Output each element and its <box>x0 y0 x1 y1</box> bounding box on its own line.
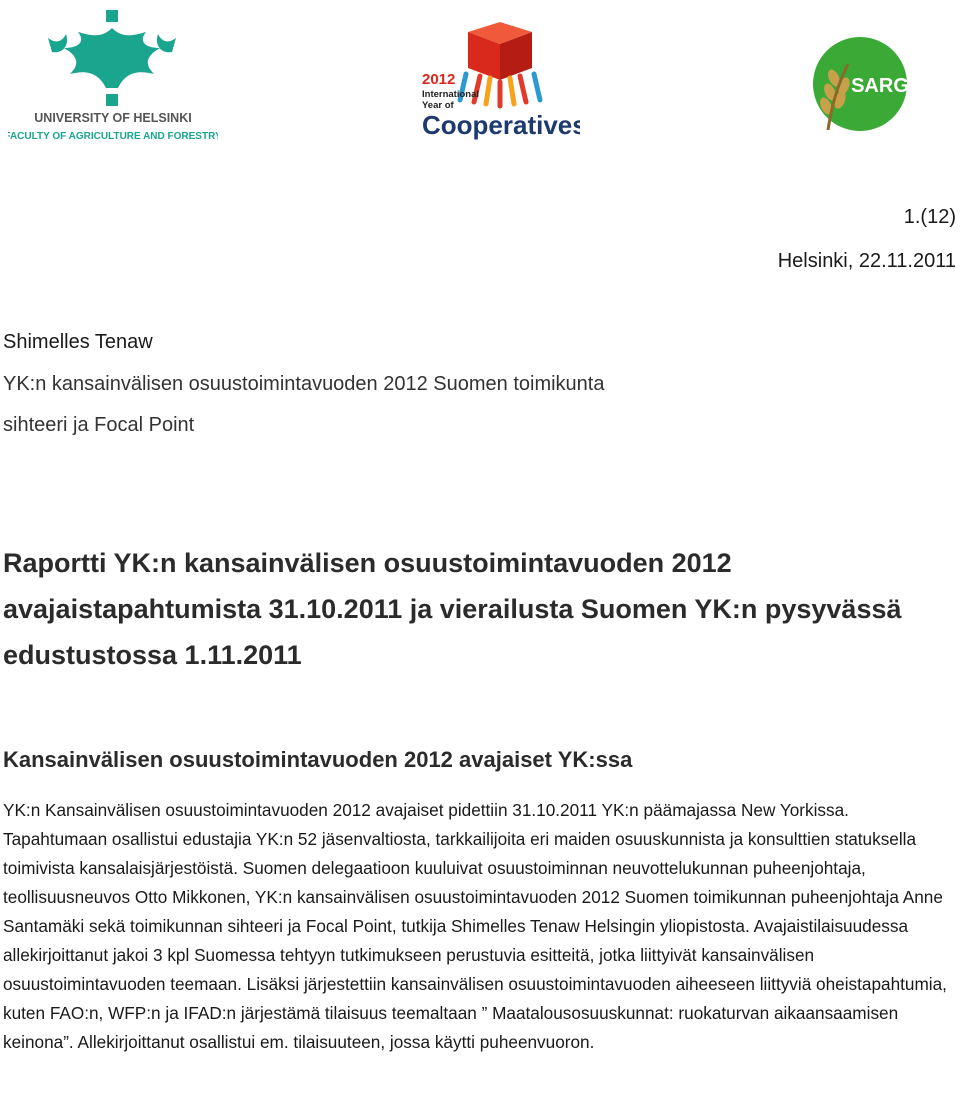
svg-text:2012: 2012 <box>422 71 456 88</box>
helsinki-flame-logo-icon <box>8 8 218 144</box>
wheat-circle-logo-icon <box>804 34 914 134</box>
svg-text:UNIVERSITY OF HELSINKI: UNIVERSITY OF HELSINKI <box>34 111 192 125</box>
sarg-logo <box>804 34 914 134</box>
author-role-line1: YK:n kansainvälisen osuustoimintavuoden 2012 Suomen toimikunta <box>3 373 605 395</box>
author-name: Shimelles Tenaw <box>3 331 153 353</box>
svg-text:SARG: SARG <box>851 75 909 97</box>
svg-text:Cooperatives: Cooperatives <box>422 110 580 140</box>
svg-text:FACULTY OF AGRICULTURE AND FOR: FACULTY OF AGRICULTURE AND FORESTRY <box>8 131 218 142</box>
page-number: 1.(12) <box>903 206 956 228</box>
section-heading: Kansainvälisen osuustoimintavuoden 2012 avajaiset YK:ssa <box>3 747 633 772</box>
body-paragraph: YK:n Kansainvälisen osuustoimintavuoden 2012 avajaiset pidettiin 31.10.2011 YK:n päämajassa New Yorkissa. Tapahtumaan osallistui edustajia YK:n 52 jäsenvaltiosta, tarkkailijoita eri maiden osuuskunnista ja konsulttien statuksella toimivista kansalaisjärjestöistä. Suomen delegaatioon kuuluivat osuustoiminnan neuvottelukunnan puheenjohtaja, teollisuusneuvos Otto Mikkonen, YK:n kansainvälisen osuustoimintavuoden 2012 Suomen toimikunnan puheenjohtaja Anne Santamäki sekä toimikunnan sihteeri ja Focal Point, tutkija Shimelles Tenaw Helsingin yliopistosta. Avajaistilaisuudessa allekirjoittanut jakoi 3 kpl Suomessa tehtyyn tutkimukseen perustuvia esitteitä, jotka liittyivät kansainvälisen osuustoimintavuoden teemaan. Lisäksi järjestettiin kansainvälisen osuustoimintavuoden aiheeseen liittyviä oheistapahtumia, kuten FAO:n, WFP:n ja IFAD:n järjestämä tilaisuus teemaltaan ” Maatalousosuuskunnat: ruokaturvan aikaansaamisen keinona”. Allekirjoittanut osallistui em. tilaisuuteen, jossa käytti puheenvuoron. <box>3 800 947 1052</box>
cooperatives-logo <box>420 18 580 144</box>
helsinki-logo <box>8 8 218 144</box>
document-title: Raportti YK:n kansainvälisen osuustoimintavuoden 2012 avajaistapahtumista 31.10.2011 ja vierailusta Suomen YK:n pysyvässä edustustossa 1.11.2011 <box>3 548 902 670</box>
svg-text:Year of: Year of <box>422 100 454 111</box>
people-lifting-cube-logo-icon <box>420 18 580 144</box>
author-role-line2: sihteeri ja Focal Point <box>3 414 195 436</box>
dateline: Helsinki, 22.11.2011 <box>777 250 956 272</box>
svg-text:International: International <box>422 89 480 100</box>
